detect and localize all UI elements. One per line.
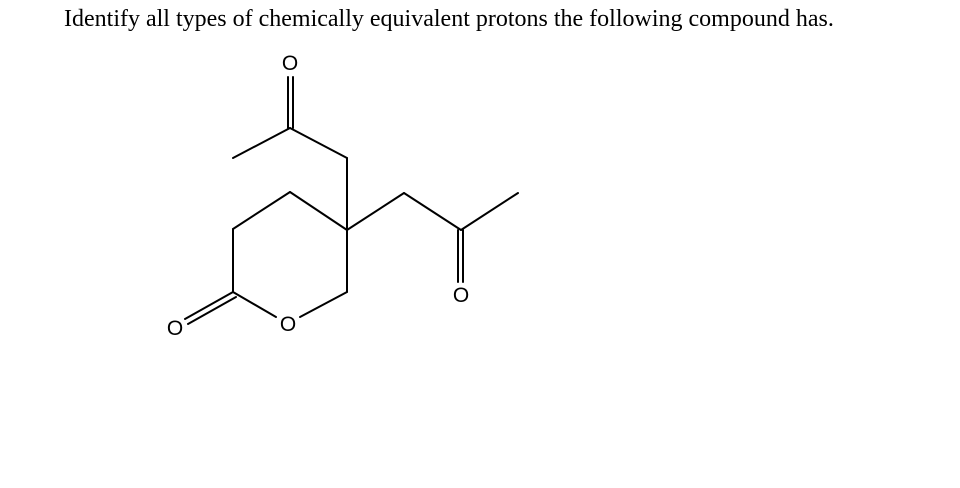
atom-label-oxygen-top: O: [281, 52, 299, 75]
atom-label-oxygen-lactone-carbonyl: O: [166, 317, 184, 340]
top-carbonyl-double-bond: [288, 77, 293, 128]
ring-bond-oxygen-to-c6: [300, 292, 347, 317]
question-text: Identify all types of chemically equivalent protons the following compound has.: [64, 6, 834, 32]
lactone-carbonyl-double-bond: [185, 292, 236, 324]
bond-carbonyl-to-methyl: [233, 128, 290, 158]
bond-quaternary-to-ch2-right: [347, 193, 404, 230]
right-carbonyl-double-bond: [458, 230, 463, 282]
ring-bond-quaternary-to-c4: [290, 192, 347, 230]
atom-label-oxygen-right: O: [452, 284, 470, 307]
bond-ch2-to-ketone-carbon: [404, 193, 461, 230]
bond-ketone-carbon-to-methyl: [461, 193, 518, 230]
ring-bond-c2-to-oxygen: [233, 292, 276, 317]
ring-bond-c4-to-c3: [233, 192, 290, 229]
atom-label-oxygen-ring: O: [279, 313, 297, 336]
bond-carbonyl-to-ch2: [290, 128, 347, 158]
